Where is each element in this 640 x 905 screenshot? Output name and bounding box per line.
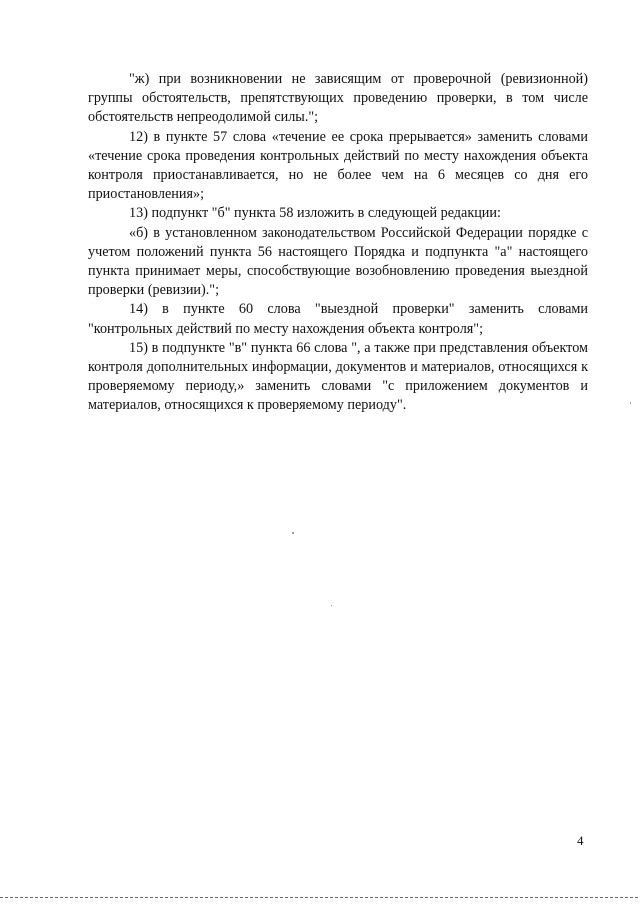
paragraph-item-12: 12) в пункте 57 слова «течение ее срока прерывается» заменить словами «течение срока проведения контрольных действий по месту нахождения объекта контроля приостанавливается, но не более чем на 6 месяцев со дня его приостановления»; xyxy=(88,128,588,203)
paragraph-item-13: 13) подпункт "б" пункта 58 изложить в следующей редакции: xyxy=(129,205,501,222)
scan-speck xyxy=(292,532,294,534)
paragraph-item-14: 14) в пункте 60 слова "выездной проверки" заменить словами "контрольных действий по месту нахождения объекта контроля"; xyxy=(88,301,588,337)
page-number: 4 xyxy=(577,833,584,848)
paragraph-clause-zh: "ж) при возникновении не зависящим от проверочной (ревизионной) группы обстоятельств, препятствующих проведению проверки, в том числе обстоятельств непреодолимой силы."; xyxy=(88,71,588,126)
scan-bottom-edge xyxy=(0,897,640,898)
document-body xyxy=(88,70,588,416)
paragraph-item-15: 15) в подпункте "в" пункта 66 слова ", а также при представления объектом контроля дополнительных информации, документов и материалов, относящихся к проверяемому периоду,» заменить словами "с приложением документов и материалов, относящихся к проверяемому периоду". xyxy=(88,339,588,414)
scan-speck xyxy=(630,402,631,404)
paragraph-item-13-text: «б) в установленном законодательством Российской Федерации порядке с учетом положений пункта 56 настоящего Порядка и подпункта "а" настоящего пункта принимает меры, способствующие возобновлению проведения выездной проверки (ревизии)."; xyxy=(88,224,588,299)
scan-speck xyxy=(331,605,332,606)
